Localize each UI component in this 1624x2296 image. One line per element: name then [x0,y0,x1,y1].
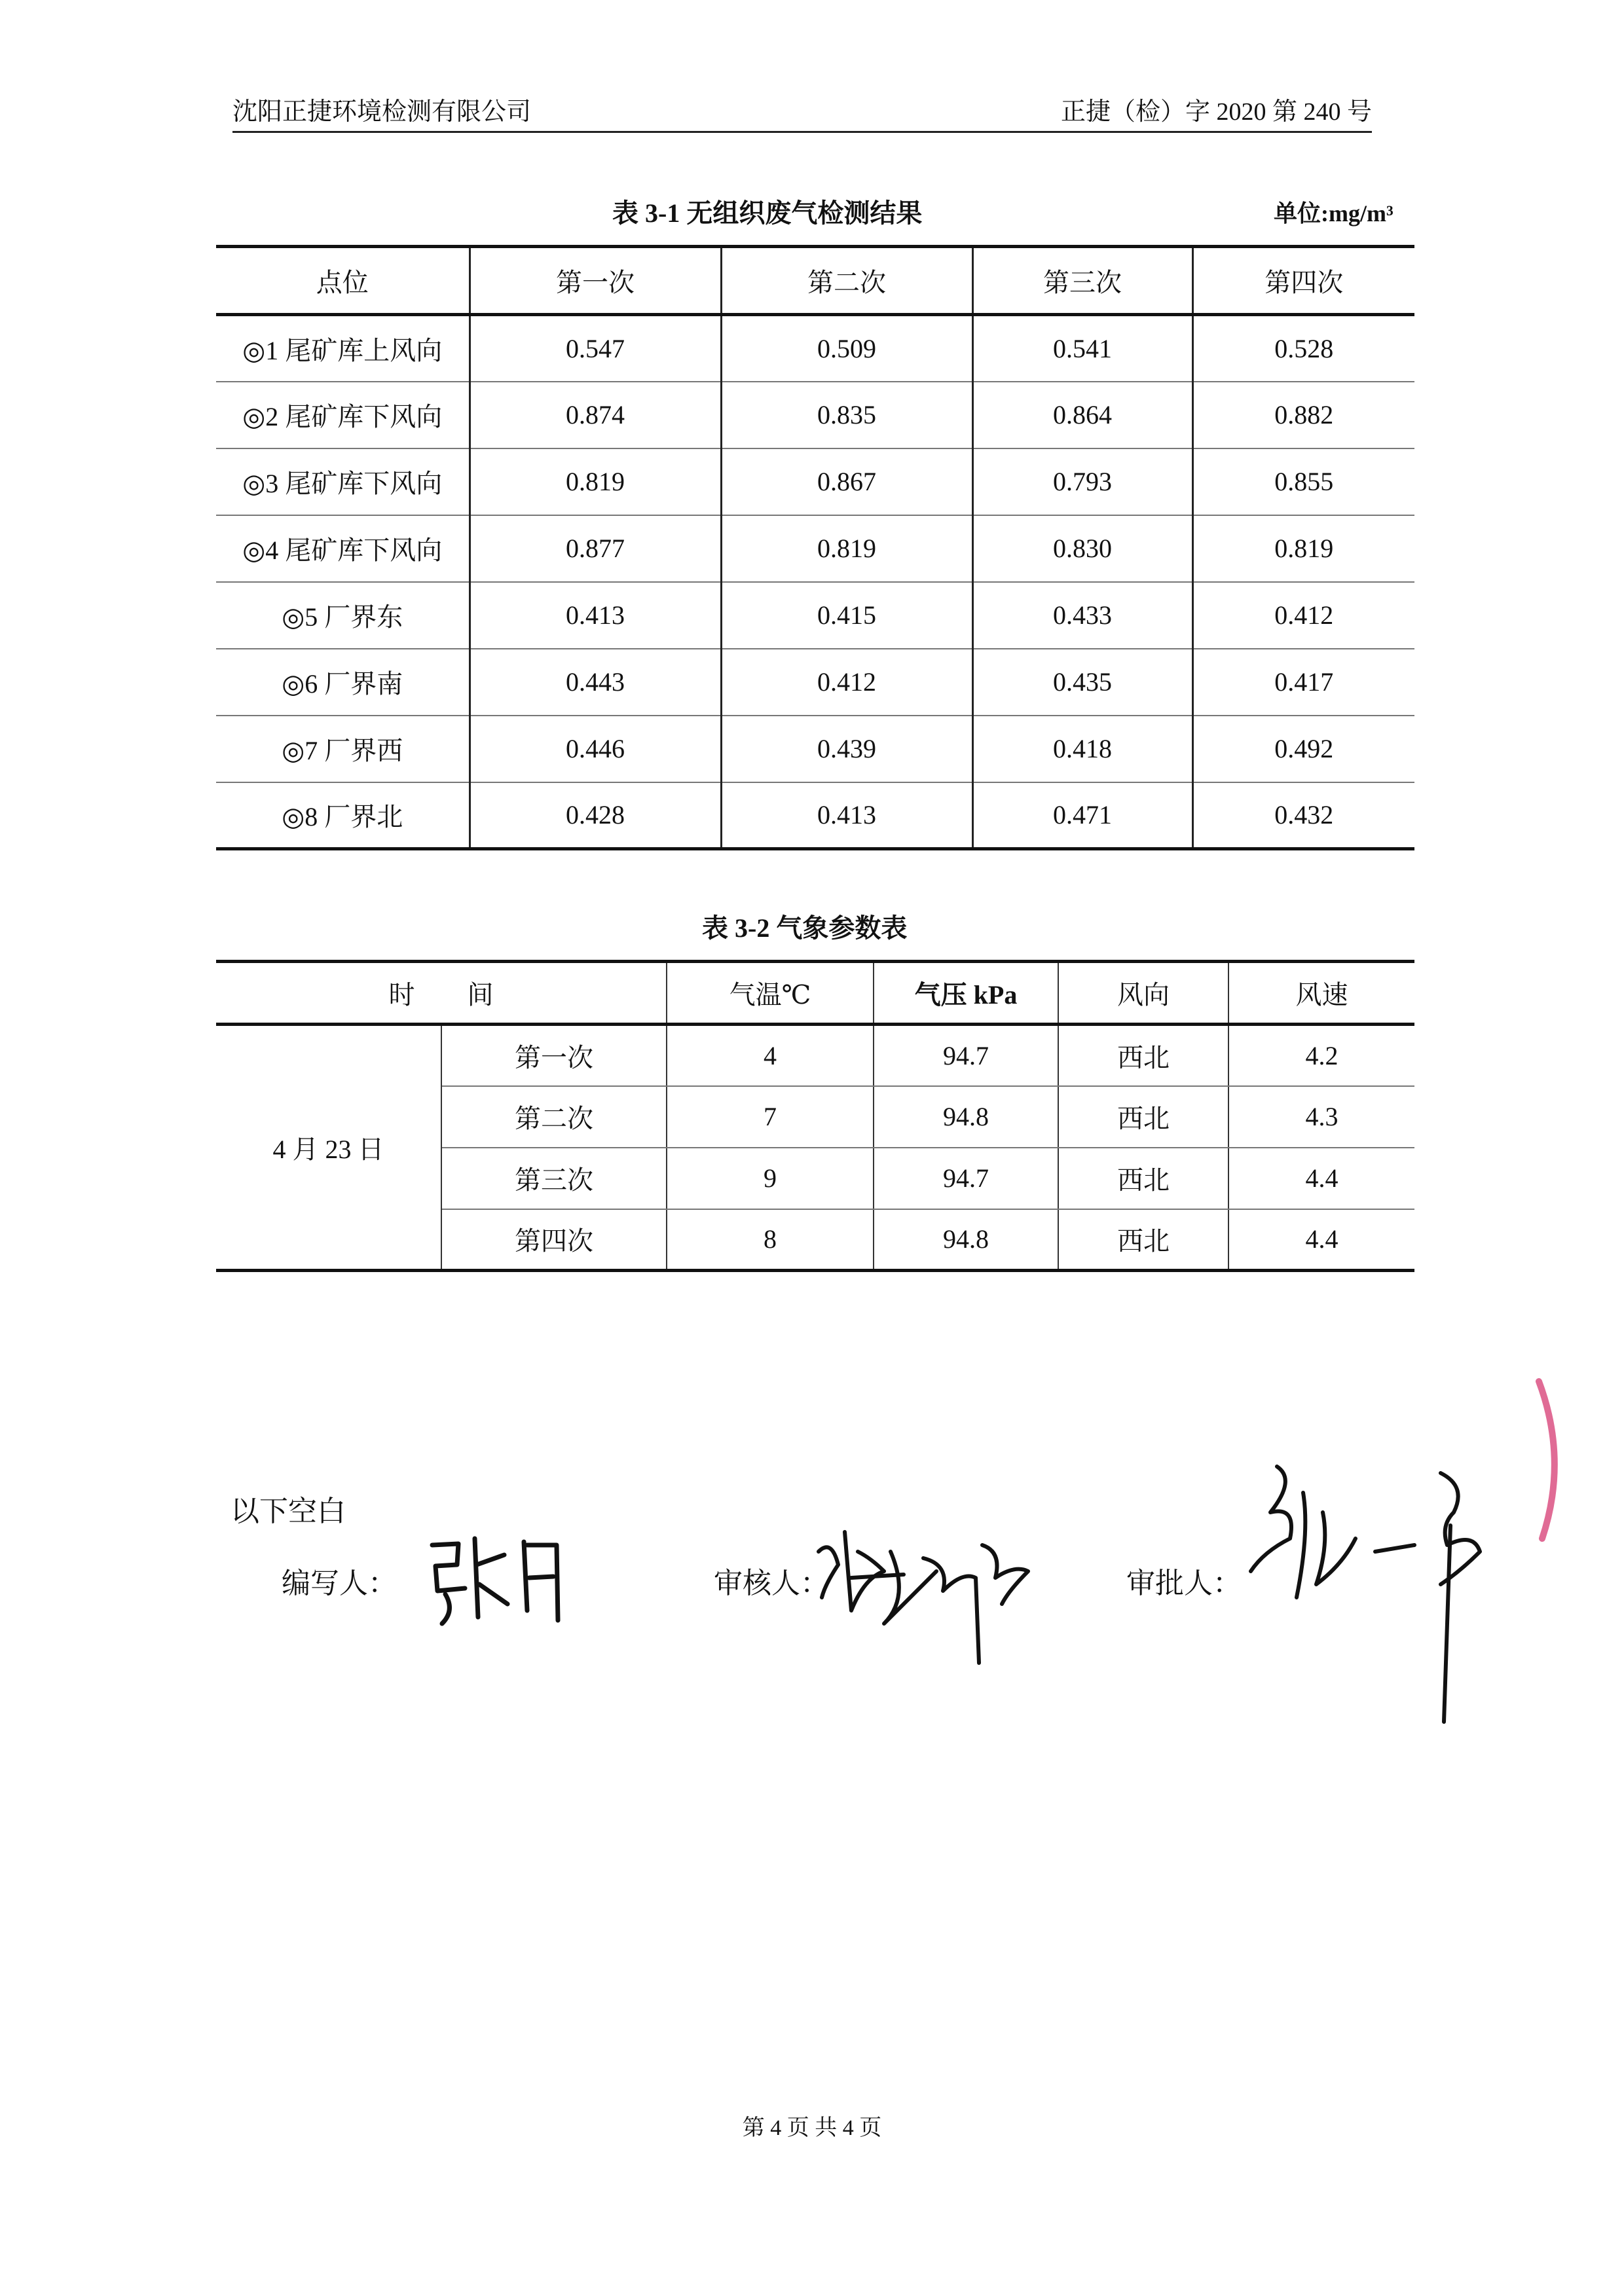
value-cell: 0.413 [721,782,972,849]
page-header [232,97,1372,133]
value-cell: 9 [667,1148,874,1209]
value-cell: 0.819 [1192,515,1414,582]
value-cell: 0.855 [1192,448,1414,515]
value-cell: 0.835 [721,382,972,448]
value-cell: 0.446 [470,716,721,782]
value-cell: 西北 [1058,1209,1228,1271]
table1-caption: 表 3-1 无组织废气检测结果 [612,198,923,228]
page-footer: 第 4 页 共 4 页 [742,2116,882,2140]
table1-unit: 单位:mg/m³ [1274,200,1393,227]
value-cell: 0.412 [721,649,972,716]
value-cell: 4.2 [1228,1025,1414,1086]
value-cell: 0.443 [470,649,721,716]
value-cell: 0.413 [470,582,721,649]
site-cell: ◎5 厂界东 [216,582,470,649]
value-cell: 0.864 [972,382,1192,448]
table2-caption: 表 3-2 气象参数表 [702,913,908,943]
column-header: 风速 [1228,962,1414,1025]
value-cell: 4.3 [1228,1086,1414,1148]
table-row [216,315,1414,382]
value-cell: 8 [667,1209,874,1271]
table-row [216,649,1414,716]
value-cell: 94.8 [874,1086,1058,1148]
value-cell: 0.793 [972,448,1192,515]
date-cell: 4 月 23 日 [216,1025,441,1271]
table-header-row [216,247,1414,315]
value-cell: 0.874 [470,382,721,448]
table-row [216,448,1414,515]
value-cell: 0.509 [721,315,972,382]
approver-label: 审批人： [1126,1567,1242,1599]
table-header-row [216,962,1414,1025]
weather-parameters-table [216,960,1414,1272]
value-cell: 0.439 [721,716,972,782]
value-cell: 0.867 [721,448,972,515]
value-cell: 0.435 [972,649,1192,716]
reviewer-label: 审核人： [714,1567,829,1599]
value-cell: 西北 [1058,1086,1228,1148]
blank-below-note: 以下空白 [231,1495,346,1527]
value-cell: 0.541 [972,315,1192,382]
value-cell: 94.7 [874,1148,1058,1209]
table-row [216,1025,1414,1086]
value-cell: 0.417 [1192,649,1414,716]
value-cell: 0.418 [972,716,1192,782]
column-header: 第一次 [470,247,721,315]
site-cell: ◎2 尾矿库下风向 [216,382,470,448]
report-number: 正捷（检）字 2020 第 240 号 [1060,98,1372,126]
table-row [216,782,1414,849]
column-header: 时 间 [216,962,667,1025]
table-row [216,582,1414,649]
table-row [216,382,1414,448]
value-cell: 7 [667,1086,874,1148]
site-cell: ◎8 厂界北 [216,782,470,849]
approver-signature [1225,1453,1506,1728]
value-cell: 0.528 [1192,315,1414,382]
value-cell: 0.412 [1192,582,1414,649]
value-cell: 4.4 [1228,1209,1414,1271]
value-cell: 0.877 [470,515,721,582]
time-cell: 第四次 [441,1209,667,1271]
table-row [216,515,1414,582]
time-cell: 第三次 [441,1148,667,1209]
column-header: 风向 [1058,962,1228,1025]
column-header: 第四次 [1192,247,1414,315]
column-header: 第二次 [721,247,972,315]
value-cell: 94.7 [874,1025,1058,1086]
table-row [216,716,1414,782]
value-cell: 94.8 [874,1209,1058,1271]
value-cell: 0.492 [1192,716,1414,782]
value-cell: 4.4 [1228,1148,1414,1209]
time-cell: 第一次 [441,1025,667,1086]
value-cell: 0.830 [972,515,1192,582]
column-header: 气压 kPa [874,962,1058,1025]
value-cell: 0.819 [470,448,721,515]
company-name: 沈阳正捷环境检测有限公司 [232,98,532,126]
value-cell: 4 [667,1025,874,1086]
writer-signature [419,1525,570,1630]
column-header: 气温℃ [667,962,874,1025]
value-cell: 0.433 [972,582,1192,649]
site-cell: ◎7 厂界西 [216,716,470,782]
site-cell: ◎1 尾矿库上风向 [216,315,470,382]
site-cell: ◎3 尾矿库下风向 [216,448,470,515]
value-cell: 0.432 [1192,782,1414,849]
value-cell: 0.415 [721,582,972,649]
seal-stamp-edge [1532,1375,1572,1545]
site-cell: ◎4 尾矿库下风向 [216,515,470,582]
value-cell: 0.819 [721,515,972,582]
writer-label: 编写人： [282,1567,397,1599]
value-cell: 西北 [1058,1148,1228,1209]
value-cell: 0.882 [1192,382,1414,448]
column-header: 点位 [216,247,470,315]
exhaust-results-table [216,245,1414,850]
column-header: 第三次 [972,247,1192,315]
site-cell: ◎6 厂界南 [216,649,470,716]
value-cell: 0.547 [470,315,721,382]
reviewer-signature [812,1512,1035,1683]
time-cell: 第二次 [441,1086,667,1148]
value-cell: 西北 [1058,1025,1228,1086]
value-cell: 0.428 [470,782,721,849]
value-cell: 0.471 [972,782,1192,849]
